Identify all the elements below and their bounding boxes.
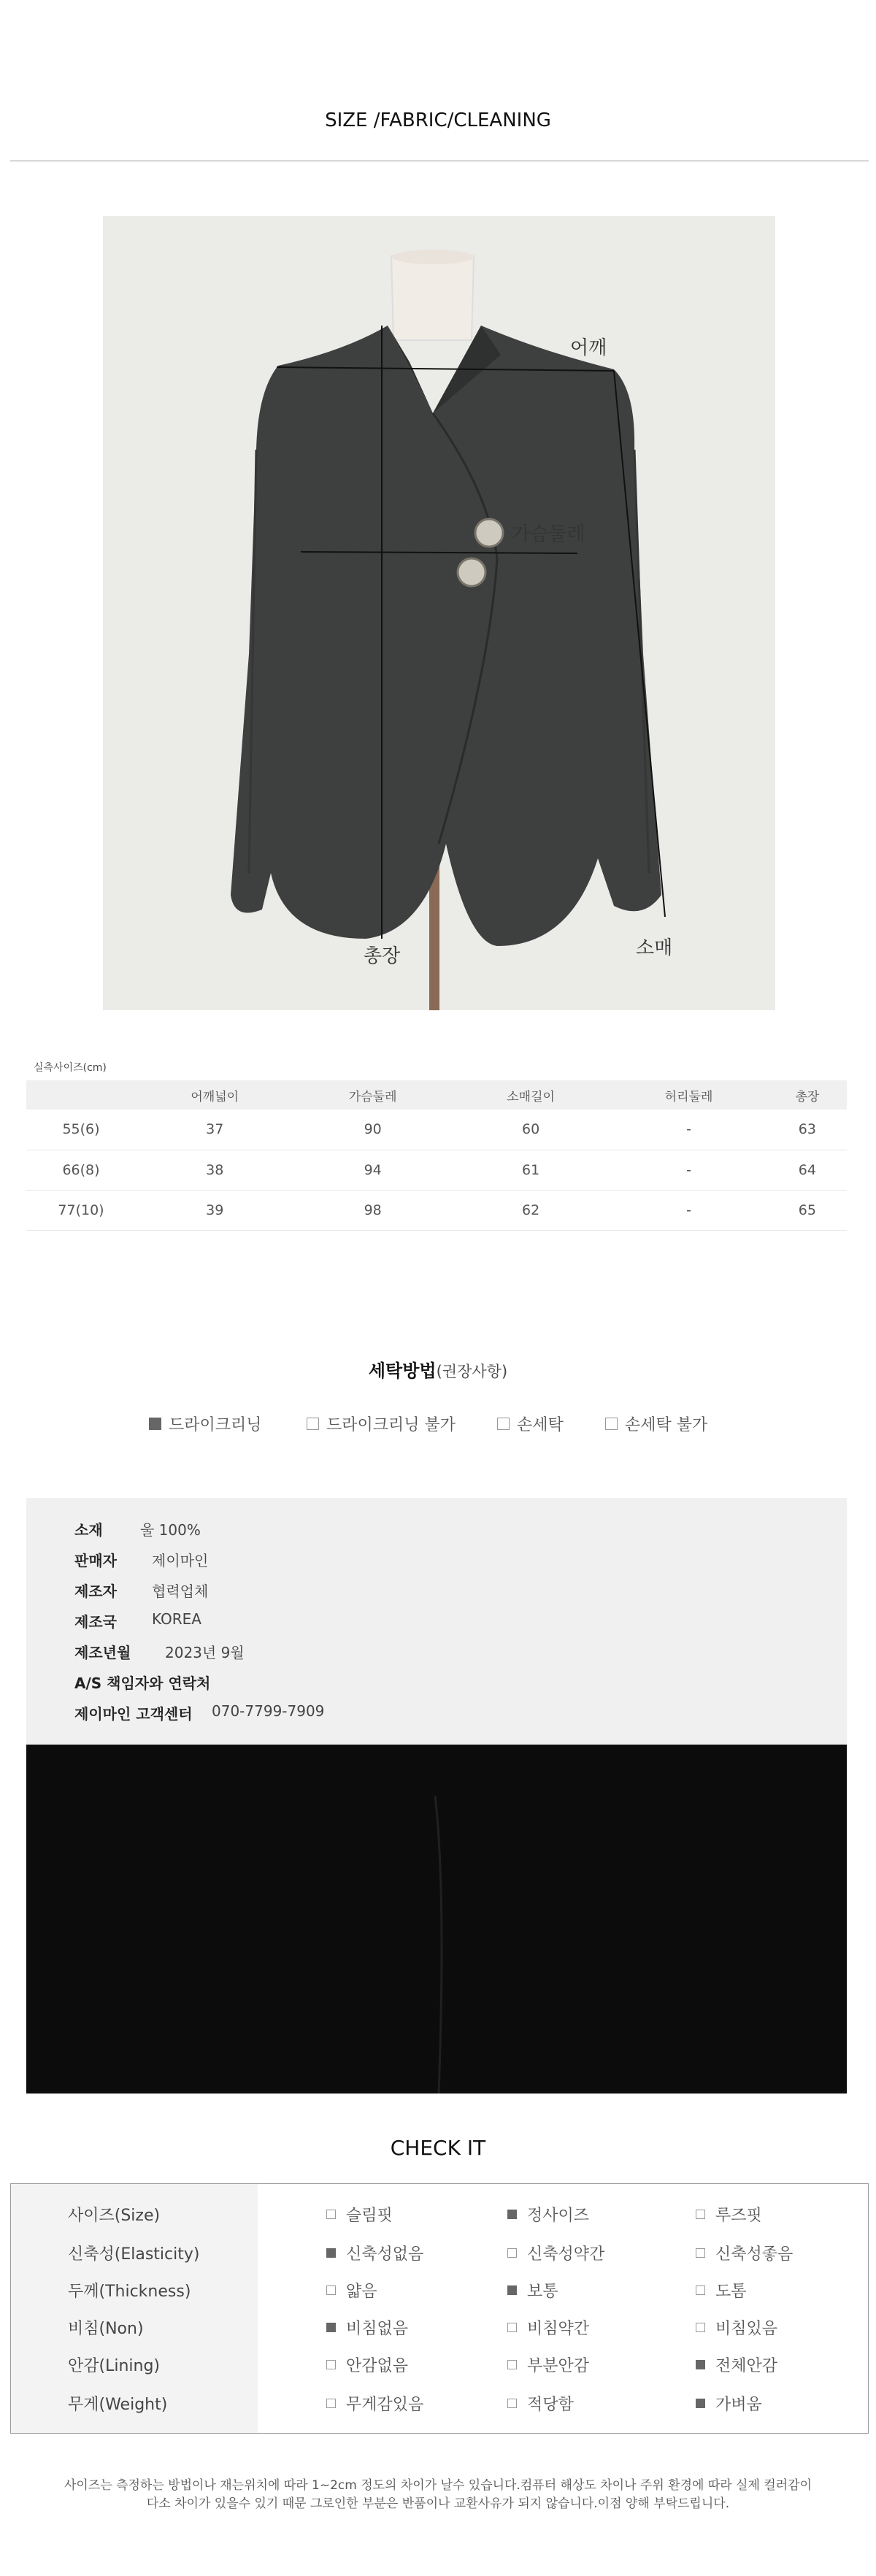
checkbox-checked-icon bbox=[507, 2285, 517, 2295]
washing-title-sub: (권장사항) bbox=[436, 1363, 508, 1380]
jacket-illustration bbox=[103, 216, 775, 1010]
table-cell: 38 bbox=[136, 1150, 293, 1190]
table-header-cell bbox=[26, 1080, 136, 1110]
check-option: 도톰 bbox=[696, 2279, 747, 2302]
checkbox-empty-icon bbox=[326, 2399, 336, 2408]
check-it-panel bbox=[10, 2183, 869, 2434]
jacket-measurement-image bbox=[103, 216, 775, 1010]
table-cell: 66(8) bbox=[26, 1150, 136, 1190]
size-table bbox=[26, 1080, 847, 1231]
fabric-texture bbox=[26, 1745, 847, 2094]
check-option-selected: 비침없음 bbox=[326, 2316, 408, 2339]
checkbox-checked-icon bbox=[507, 2210, 517, 2219]
checkbox-empty-icon bbox=[696, 2210, 705, 2219]
check-option-selected: 전체안감 bbox=[696, 2353, 777, 2376]
footer-notice-line2: 다소 차이가 있을수 있기 때문 그로인한 부분은 반품이나 교환사유가 되지 않습니다.이점 양해 부탁드립니다. bbox=[146, 2496, 730, 2511]
table-header-row bbox=[26, 1080, 847, 1110]
check-label-thickness: 두께(Thickness) bbox=[68, 2283, 191, 2301]
checkbox-empty-icon bbox=[696, 2285, 705, 2295]
check-label-non: 비침(Non) bbox=[68, 2320, 144, 2338]
footer-notice-line1: 사이즈는 측정하는 방법이나 재는위치에 따라 1~2cm 정도의 차이가 날수 있습니다.컴퓨터 해상도 차이나 주위 환경에 따라 실제 컬러감이 bbox=[64, 2478, 812, 2493]
checkbox-empty-icon bbox=[326, 2210, 336, 2219]
washing-title bbox=[0, 1356, 876, 1382]
table-row bbox=[26, 1150, 847, 1190]
size-table-caption: 실측사이즈(cm) bbox=[34, 1062, 107, 1074]
check-label-lining: 안감(Lining) bbox=[68, 2357, 161, 2375]
table-cell: 64 bbox=[768, 1150, 847, 1190]
check-option: 적당함 bbox=[507, 2392, 574, 2415]
section-title-size: SIZE /FABRIC/CLEANING bbox=[325, 109, 551, 131]
checkbox-empty-icon bbox=[507, 2248, 517, 2258]
check-option: 안감없음 bbox=[326, 2353, 408, 2376]
table-cell: 60 bbox=[452, 1110, 610, 1150]
checkbox-checked-icon bbox=[696, 2399, 705, 2408]
table-header-cell: 어깨넓이 bbox=[136, 1080, 293, 1110]
check-option: 비침약간 bbox=[507, 2316, 589, 2339]
checkbox-empty-icon bbox=[605, 1418, 618, 1430]
info-date: 제조년월 2023년 9월 bbox=[74, 1644, 245, 1661]
checkbox-empty-icon bbox=[507, 2360, 517, 2369]
checkbox-checked-icon bbox=[326, 2323, 336, 2332]
info-maker: 제조자 협력업체 bbox=[74, 1583, 209, 1600]
table-cell: 39 bbox=[136, 1190, 293, 1230]
table-cell: - bbox=[610, 1190, 767, 1230]
fabric-closeup-image bbox=[26, 1745, 847, 2094]
table-cell: 65 bbox=[768, 1190, 847, 1230]
table-cell: 94 bbox=[293, 1150, 451, 1190]
info-as: A/S 책임자와 연락처 bbox=[74, 1675, 211, 1692]
table-cell: 63 bbox=[768, 1110, 847, 1150]
checkbox-empty-icon bbox=[307, 1418, 319, 1430]
wash-option-no-hand-wash: 손세탁 불가 bbox=[605, 1412, 707, 1435]
check-option: 슬림핏 bbox=[326, 2203, 393, 2226]
label-sleeve: 소매 bbox=[636, 937, 673, 959]
check-option: 무게감있음 bbox=[326, 2392, 423, 2415]
checkbox-empty-icon bbox=[326, 2360, 336, 2369]
wash-option-hand-wash: 손세탁 bbox=[497, 1412, 564, 1435]
check-option: 얇음 bbox=[326, 2279, 377, 2302]
checkbox-empty-icon bbox=[507, 2399, 517, 2408]
checkbox-empty-icon bbox=[696, 2323, 705, 2332]
table-cell: 61 bbox=[452, 1150, 610, 1190]
checkbox-checked-icon bbox=[149, 1418, 161, 1430]
table-cell: 62 bbox=[452, 1190, 610, 1230]
checkbox-checked-icon bbox=[326, 2248, 336, 2258]
check-label-size: 사이즈(Size) bbox=[68, 2207, 161, 2225]
table-cell: 55(6) bbox=[26, 1110, 136, 1150]
checkbox-checked-icon bbox=[696, 2360, 705, 2369]
table-cell: - bbox=[610, 1150, 767, 1190]
check-option-selected: 신축성없음 bbox=[326, 2242, 423, 2264]
check-option-selected: 가벼움 bbox=[696, 2392, 762, 2415]
info-seller: 판매자 제이마인 bbox=[74, 1552, 209, 1569]
info-customer-center: 제이마인 고객센터 070-7799-7909 bbox=[74, 1702, 325, 1723]
checkbox-empty-icon bbox=[497, 1418, 510, 1430]
check-label-elasticity: 신축성(Elasticity) bbox=[68, 2245, 200, 2264]
check-option: 비침있음 bbox=[696, 2316, 777, 2339]
info-material: 소재 울 100% bbox=[74, 1521, 201, 1539]
table-cell: 77(10) bbox=[26, 1190, 136, 1230]
checkbox-empty-icon bbox=[507, 2323, 517, 2332]
checkbox-empty-icon bbox=[326, 2285, 336, 2295]
table-header-cell: 가슴둘레 bbox=[293, 1080, 451, 1110]
check-option: 신축성약간 bbox=[507, 2242, 604, 2264]
product-info-panel bbox=[26, 1498, 847, 1745]
washing-title-main: 세탁방법 bbox=[368, 1361, 437, 1381]
table-cell: 37 bbox=[136, 1110, 293, 1150]
label-chest: 가슴둘레 bbox=[512, 523, 585, 545]
check-option-selected: 보통 bbox=[507, 2279, 558, 2302]
check-option-selected: 정사이즈 bbox=[507, 2203, 589, 2226]
wash-option-no-dry-clean: 드라이크리닝 불가 bbox=[307, 1412, 456, 1435]
table-cell: - bbox=[610, 1110, 767, 1150]
table-header-cell: 소매길이 bbox=[452, 1080, 610, 1110]
check-label-weight: 무게(Weight) bbox=[68, 2396, 168, 2414]
table-header-cell: 총장 bbox=[768, 1080, 847, 1110]
label-length: 총장 bbox=[364, 945, 401, 967]
checkbox-empty-icon bbox=[696, 2248, 705, 2258]
table-row bbox=[26, 1110, 847, 1150]
check-option: 루즈핏 bbox=[696, 2203, 762, 2226]
table-header-cell: 허리둘레 bbox=[610, 1080, 767, 1110]
info-country: 제조국 KOREA bbox=[74, 1610, 201, 1631]
table-cell: 90 bbox=[293, 1110, 451, 1150]
check-option: 부분안감 bbox=[507, 2353, 589, 2376]
wash-option-dry-clean: 드라이크리닝 bbox=[149, 1412, 262, 1435]
check-option: 신축성좋음 bbox=[696, 2242, 793, 2264]
check-it-title: CHECK IT bbox=[390, 2136, 486, 2160]
label-shoulder: 어깨 bbox=[570, 337, 607, 359]
table-row bbox=[26, 1190, 847, 1230]
table-cell: 98 bbox=[293, 1190, 451, 1230]
